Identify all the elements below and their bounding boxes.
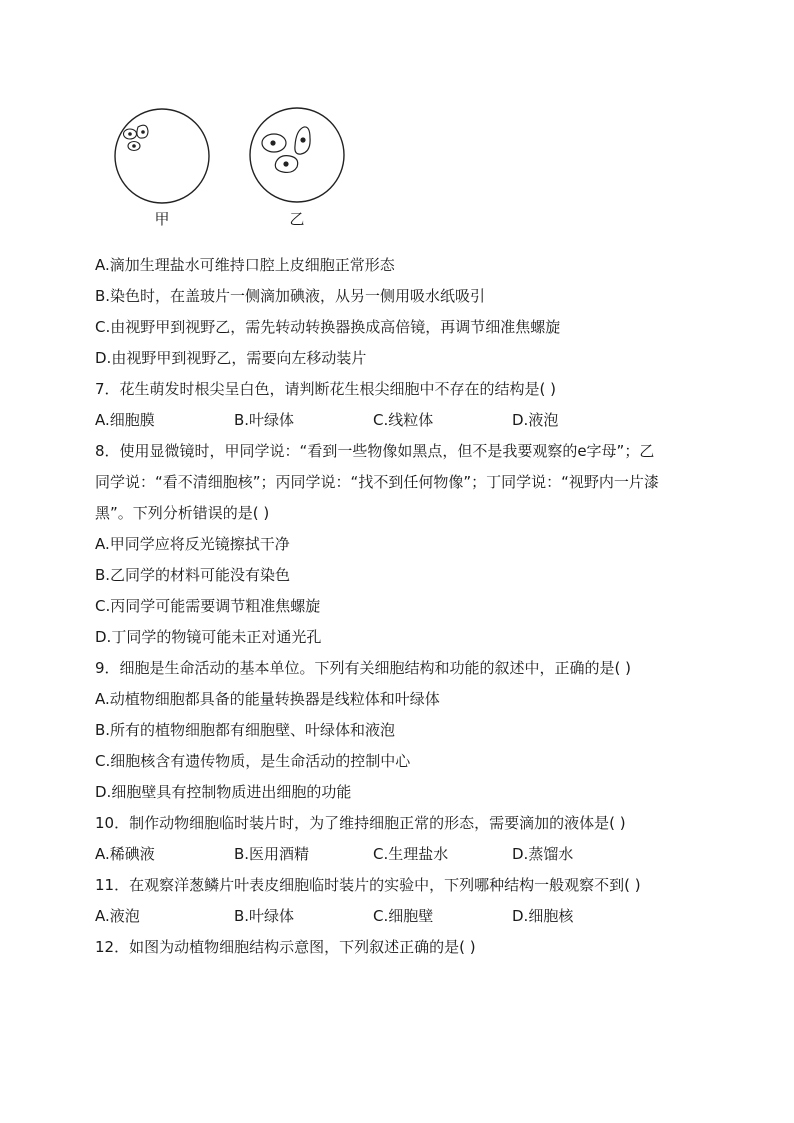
option-c: C.丙同学可能需要调节粗准焦螺旋	[95, 597, 321, 615]
cell-icon	[275, 156, 297, 173]
view-yi-circle	[250, 108, 344, 202]
question-7-stem: 7．花生萌发时根尖呈白色，请判断花生根尖细胞中不存在的结构是( )	[95, 380, 557, 398]
cell-icon	[295, 127, 310, 154]
question-10-options	[95, 839, 705, 870]
cell-icon	[262, 134, 286, 152]
question-8-stem-line-2: 同学说：“看不清细胞核”；丙同学说：“找不到任何物像”；丁同学说：“视野内一片漆	[95, 473, 659, 491]
prev-option-b: B.染色时，在盖玻片一侧滴加碘液，从另一侧用吸水纸吸引	[95, 287, 486, 305]
view-yi-label: 乙	[289, 210, 305, 228]
option-c: C.线粒体	[373, 411, 434, 429]
question-10-stem: 10．制作动物细胞临时装片时，为了维持细胞正常的形态，需要滴加的液体是( )	[95, 814, 626, 832]
option-c: C.细胞壁	[373, 907, 434, 925]
view-jia-label: 甲	[154, 210, 170, 228]
question-12-stem: 12．如图为动植物细胞结构示意图，下列叙述正确的是( )	[95, 938, 476, 956]
cell-icon	[124, 129, 137, 139]
microscope-views-figure	[100, 100, 360, 235]
option-d: D.液泡	[512, 411, 559, 429]
question-8-stem-line-1: 8．使用显微镜时，甲同学说：“看到一些物像如黑点，但不是我要观察的e字母”；乙	[95, 442, 655, 460]
prev-option-c: C.由视野甲到视野乙，需先转动转换器换成高倍镜，再调节细准焦螺旋	[95, 318, 561, 336]
question-11-options	[95, 901, 705, 932]
option-b: B.叶绿体	[234, 907, 295, 925]
option-d: D.丁同学的物镜可能未正对通光孔	[95, 628, 322, 646]
questions-body	[95, 250, 705, 963]
option-a: A.稀碘液	[95, 845, 155, 863]
option-b: B.乙同学的材料可能没有染色	[95, 566, 291, 584]
question-8-stem-line-3: 黑”。下列分析错误的是( )	[95, 504, 270, 522]
option-b: B.叶绿体	[234, 411, 295, 429]
microscope-views-diagram	[100, 100, 360, 210]
option-d: D.细胞核	[512, 907, 574, 925]
cell-icon	[128, 142, 140, 151]
option-a: A.甲同学应将反光镜擦拭干净	[95, 535, 290, 553]
view-jia-circle	[115, 109, 209, 203]
question-11-stem: 11．在观察洋葱鳞片叶表皮细胞临时装片的实验中，下列哪种结构一般观察不到( )	[95, 876, 641, 894]
option-d: D.细胞壁具有控制物质进出细胞的功能	[95, 783, 352, 801]
option-b: B.医用酒精	[234, 845, 310, 863]
option-b: B.所有的植物细胞都有细胞壁、叶绿体和液泡	[95, 721, 396, 739]
option-a: A.细胞膜	[95, 411, 155, 429]
question-9-stem: 9．细胞是生命活动的基本单位。下列有关细胞结构和功能的叙述中，正确的是( )	[95, 659, 632, 677]
option-c: C.生理盐水	[373, 845, 449, 863]
option-a: A.动植物细胞都具备的能量转换器是线粒体和叶绿体	[95, 690, 440, 708]
option-c: C.细胞核含有遗传物质，是生命活动的控制中心	[95, 752, 411, 770]
cell-icon	[137, 125, 148, 138]
option-d: D.蒸馏水	[512, 845, 574, 863]
option-a: A.液泡	[95, 907, 140, 925]
prev-option-a: A.滴加生理盐水可维持口腔上皮细胞正常形态	[95, 256, 395, 274]
question-7-options	[95, 405, 705, 436]
prev-option-d: D.由视野甲到视野乙，需要向左移动装片	[95, 349, 367, 367]
